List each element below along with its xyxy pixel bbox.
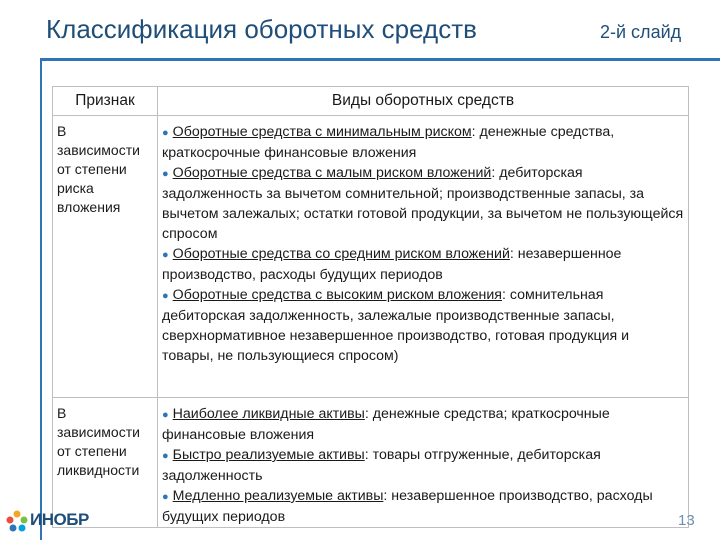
item-title: Оборотные средства с минимальным риском [172,124,472,140]
bullet-dot-icon: ● [162,290,169,302]
bullet-dot-icon: ● [162,491,169,503]
list-item [162,244,684,285]
item-title: Быстро реализуемые активы [172,447,365,463]
item-text: : дебиторская задолженность за вычетом сомнительной; производственные запасы, за вычетом залежалых; остатки готовой продукции, за вычетом не пользующейся спросом [162,165,684,242]
criterion-cell: В зависимости от степени риска вложения [53,116,158,398]
item-text: : денежные средства, краткосрочные финансовые вложения [162,124,615,161]
table-header-row [53,87,689,116]
slide-number-tag: 2-й слайд [600,22,682,42]
bullet-dot-icon: ● [162,168,169,180]
item-text: : незавершенное производство, расходы будущих периодов [162,246,622,283]
item-title: Медленно реализуемые активы [172,488,384,504]
item-title: Оборотные средства с высоким риском вложения [172,287,502,303]
inobr-logo [4,506,104,536]
inobr-logo-icon [4,510,30,534]
logo-text: ИНОБР [30,510,89,529]
types-cell [158,116,689,398]
types-cell [158,398,689,528]
list-item [162,445,684,486]
column-header-types: Виды оборотных средств [158,87,689,116]
page-number: 13 [678,512,695,529]
item-text: : сомнительная дебиторская задолженность, залежалые производственные запасы, сверхнормативное незавершенное производство, готовая продукция и товары, не пользующиеся спросом) [162,287,630,364]
slide-title: Классификация оборотных средств [46,14,477,44]
list-item [162,404,684,445]
table-row [53,398,689,528]
bullet-dot-icon: ● [162,127,169,139]
bullet-dot-icon: ● [162,450,169,462]
left-divider [40,58,42,540]
bullet-dot-icon: ● [162,249,169,261]
title-divider [40,58,720,61]
item-title: Оборотные средства с малым риском вложений [172,165,492,181]
classification-table [52,86,689,528]
item-text: : товары отгруженные, дебиторская задолженность [162,447,601,484]
item-text: : незавершенное производство, расходы будущих периодов [162,488,653,525]
bullet-dot-icon: ● [162,409,169,421]
item-title: Оборотные средства со средним риском вложений [172,246,510,262]
list-item [162,486,684,527]
list-item [162,122,684,163]
criterion-cell: В зависимости от степени ликвидности [53,398,158,528]
table-row [53,116,689,398]
item-text: : денежные средства; краткосрочные финансовые вложения [162,406,610,443]
list-item [162,163,684,244]
column-header-criterion: Признак [53,87,158,116]
item-title: Наиболее ликвидные активы [172,406,365,422]
list-item [162,285,684,366]
